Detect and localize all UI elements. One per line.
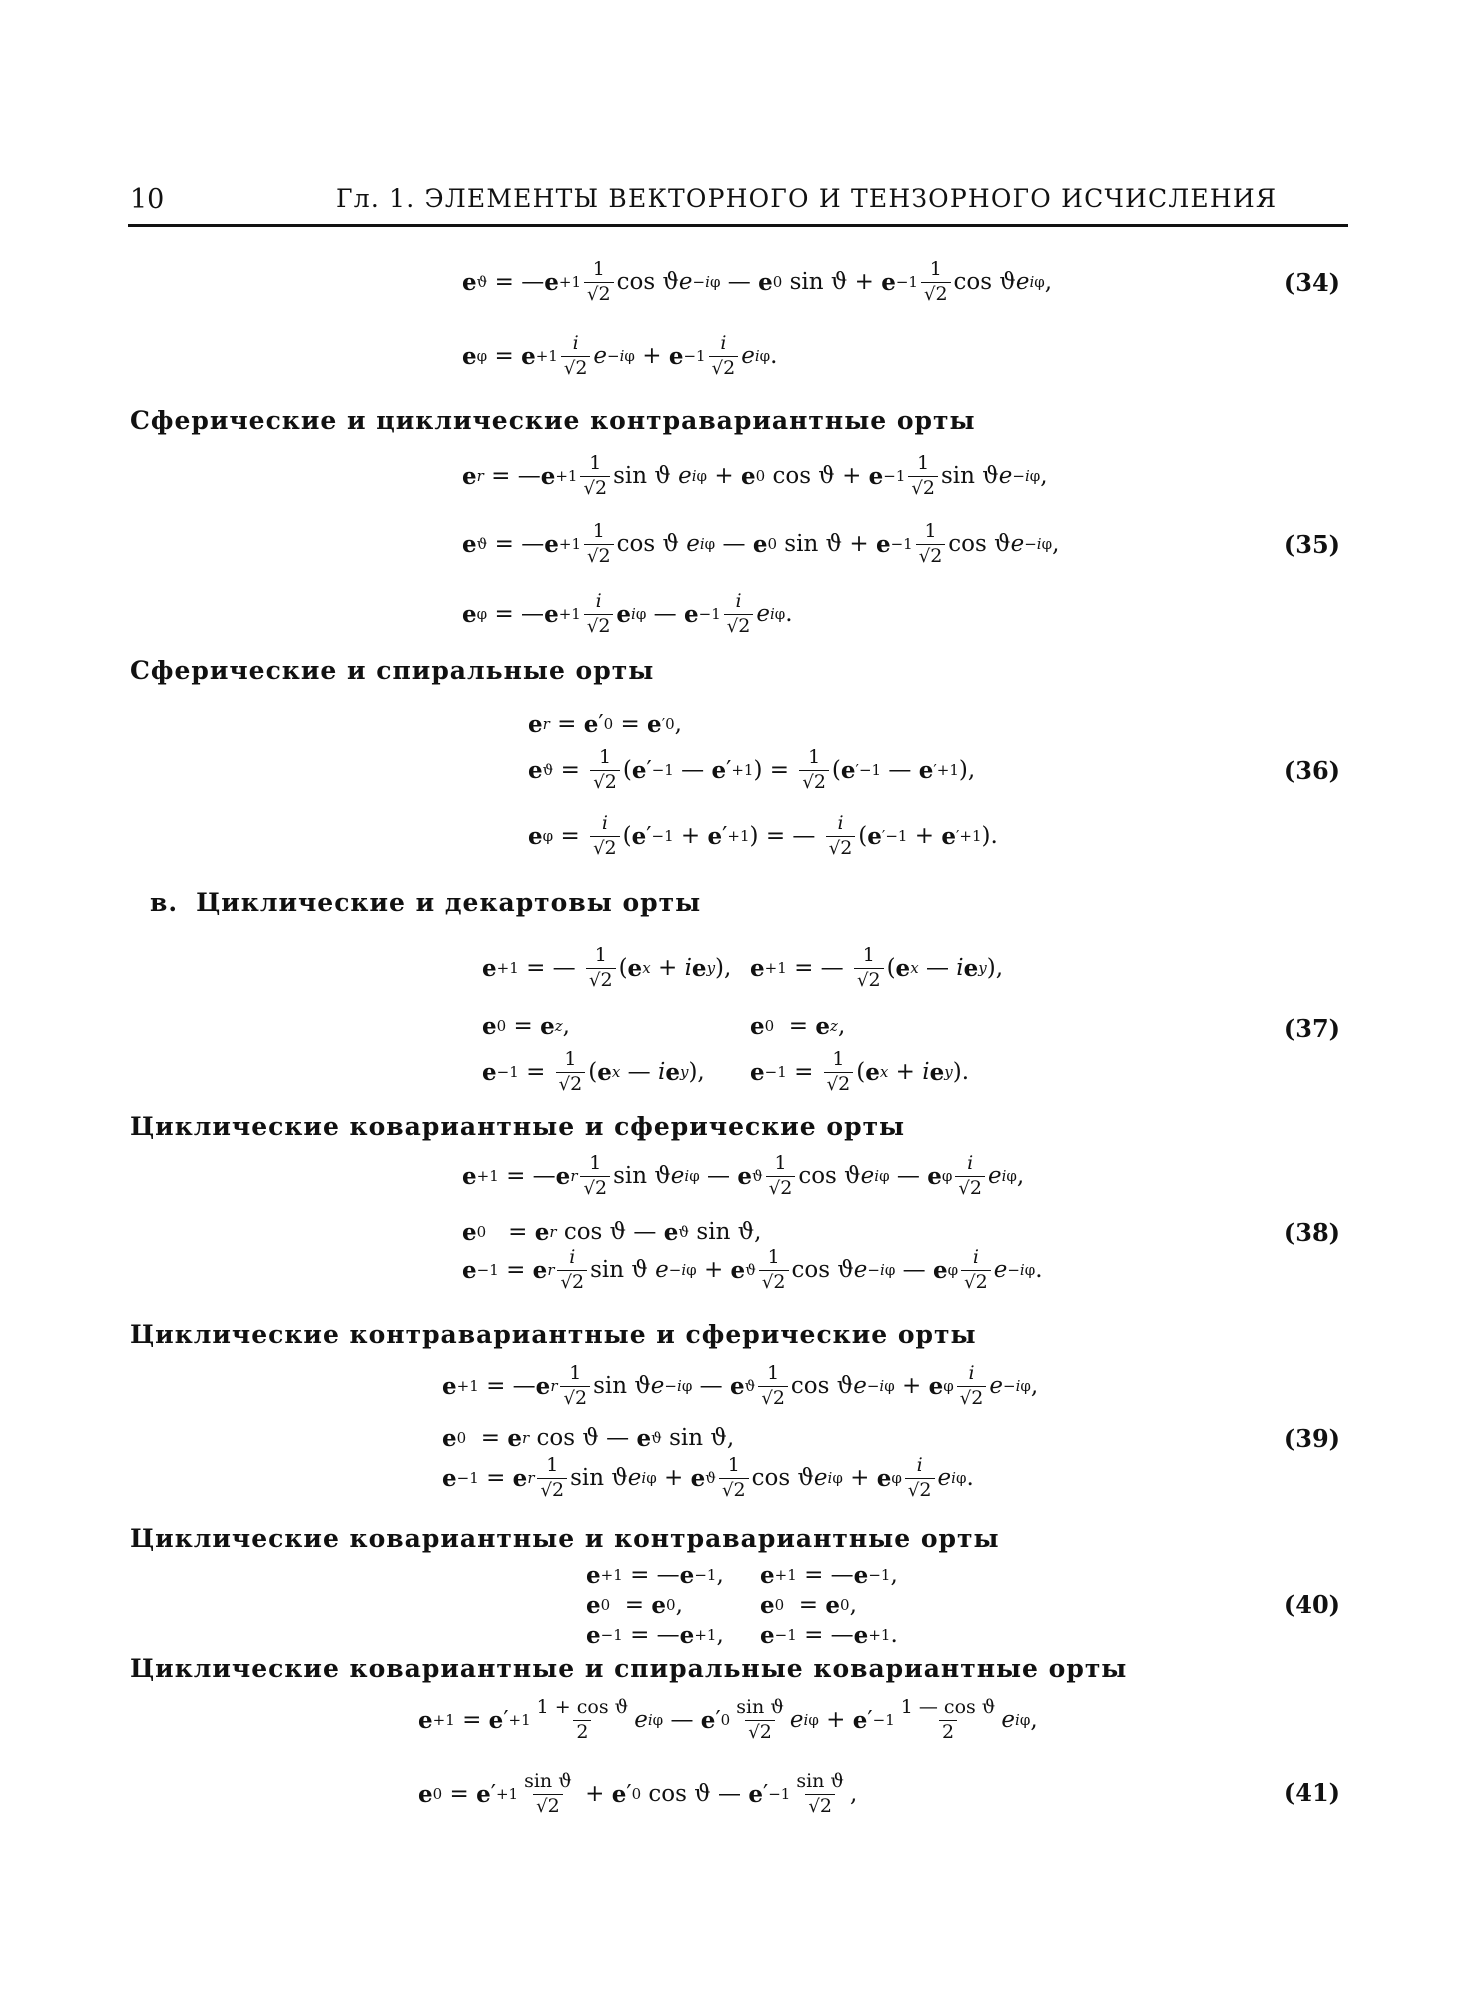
equation-35-e-r: e r = — e +1 $\frac{1}{√2}$ sin ϑ e iφ + e 0 cos ϑ + e −1 $\frac{1}{√2}$ sin ϑ e −iφ , [462,451,1048,499]
equation-34-e-phi: e φ = e +1 $\frac{i}{√2}$ e −iφ + e −1 $\frac{i}{√2}$ e iφ . [462,331,778,379]
header-rule [128,224,1348,227]
equation-41-e-plus1: e +1 = e ′ +1 $\frac{\text{1 + cos ϑ}}{2}$ e iφ — e ′ 0 $\frac{\text{sin ϑ}}{√2}$ e iφ + e ′ −1 $\frac{\text{1 — cos ϑ}}{2}$ e iφ , [418,1695,1038,1743]
equation-37-e-sup-plus1: e +1 = — $\frac{1}{√2}$ ( e x — i e y ), [750,943,1004,991]
heading-cyclic-covariant-contravariant: Циклические ковариантные и контравариантные орты [130,1524,1000,1553]
equation-38-e-minus1: e −1 = e r $\frac{i}{√2}$ sin ϑ e −iφ + e ϑ $\frac{1}{√2}$ cos ϑ e −iφ — e φ $\frac{i}{√2}$ e −iφ . [462,1245,1043,1293]
running-head: Гл. 1. ЭЛЕМЕНТЫ ВЕКТОРНОГО И ТЕНЗОРНОГО ИСЧИСЛЕНИЯ [336,184,1278,213]
heading-cyclic-contravariant-spherical: Циклические контравариантные и сферические орты [130,1320,977,1349]
heading-cyclic-cartesian [150,888,701,917]
equation-40-row3-left: e −1 = — e +1 , [586,1621,724,1649]
equation-41-e-0: e 0 = e ′ +1 $\frac{\text{sin ϑ}}{√2}$ + e ′ 0 cos ϑ — e ′ −1 $\frac{\text{sin ϑ}}{√2}$ , [418,1769,858,1817]
equation-39-e-sup-0: e 0 = e r cos ϑ — e ϑ sin ϑ, [442,1424,735,1452]
equation-37-e-sup-minus1: e −1 = $\frac{1}{√2}$ ( e x + i e y ). [750,1047,970,1095]
equation-36-e-phi: e φ = $\frac{i}{√2}$ ( e ′ −1 + e ′ +1 ) = — $\frac{i}{√2}$ ( e ′−1 + e ′+1 ). [528,811,998,859]
equation-40-row2-left: e 0 = e 0 , [586,1591,683,1619]
equation-number-36: (36) [1283,756,1340,785]
equation-number-34: (34) [1283,268,1340,297]
equation-37-e-sup-0: e 0 = e z , [750,1012,846,1040]
equation-37-e-minus1: e −1 = $\frac{1}{√2}$ ( e x — i e y ), [482,1047,705,1095]
page-number: 10 [130,184,165,215]
equation-number-41: (41) [1283,1778,1340,1807]
equation-37-e-plus1: e +1 = — $\frac{1}{√2}$ ( e x + i e y ), [482,943,732,991]
equation-34-e-theta: e ϑ = — e +1 $\frac{1}{√2}$ cos ϑ e −iφ — e 0 sin ϑ + e −1 $\frac{1}{√2}$ cos ϑ e iφ , [462,257,1053,305]
equation-36-e-theta: e ϑ = $\frac{1}{√2}$ ( e ′ −1 — e ′ +1 ) = $\frac{1}{√2}$ ( e ′−1 — e ′+1 ), [528,745,976,793]
equation-40-row3-right: e −1 = — e +1 . [760,1621,898,1649]
heading-cyclic-covariant-helical: Циклические ковариантные и спиральные ковариантные орты [130,1654,1128,1683]
equation-38-e-0: e 0 = e r cos ϑ — e ϑ sin ϑ, [462,1218,762,1246]
section-marker: в. [150,888,179,917]
heading-spherical-cyclic-contravariant: Сферические и циклические контравариантные орты [130,406,976,435]
equation-35-e-theta: e ϑ = — e +1 $\frac{1}{√2}$ cos ϑ e iφ — e 0 sin ϑ + e −1 $\frac{1}{√2}$ cos ϑ e −iφ , [462,519,1060,567]
equation-40-row1-left: e +1 = — e −1 , [586,1561,724,1589]
heading-cyclic-cartesian-text: Циклические и декартовы орты [196,888,702,917]
equation-40-row1-right: e +1 = — e −1 , [760,1561,898,1589]
equation-40-row2-right: e 0 = e 0 , [760,1591,857,1619]
heading-spherical-helical: Сферические и спиральные орты [130,656,655,685]
equation-number-40: (40) [1283,1590,1340,1619]
equation-39-e-sup-minus1: e −1 = e r $\frac{1}{√2}$ sin ϑ e iφ + e ϑ $\frac{1}{√2}$ cos ϑ e iφ + e φ $\frac{i}{√2}$ e iφ . [442,1453,974,1501]
equation-number-35: (35) [1283,530,1340,559]
equation-number-39: (39) [1283,1424,1340,1453]
equation-38-e-plus1: e +1 = — e r $\frac{1}{√2}$ sin ϑ e iφ — e ϑ $\frac{1}{√2}$ cos ϑ e iφ — e φ $\frac{i}{√2}$ e iφ , [462,1151,1025,1199]
heading-cyclic-covariant-spherical: Циклические ковариантные и сферические орты [130,1112,906,1141]
equation-36-e-r: e r = e ′ 0 = e ′0 , [528,710,682,738]
equation-number-37: (37) [1283,1014,1340,1043]
equation-35-e-phi: e φ = — e +1 $\frac{i}{√2}$ e iφ — e −1 $\frac{i}{√2}$ e iφ . [462,589,793,637]
equation-number-38: (38) [1283,1218,1340,1247]
equation-37-e-0: e 0 = e z , [482,1012,570,1040]
equation-39-e-sup-plus1: e +1 = — e r $\frac{1}{√2}$ sin ϑ e −iφ — e ϑ $\frac{1}{√2}$ cos ϑ e −iφ + e φ $\frac{i}{√2}$ e −iφ , [442,1361,1039,1409]
